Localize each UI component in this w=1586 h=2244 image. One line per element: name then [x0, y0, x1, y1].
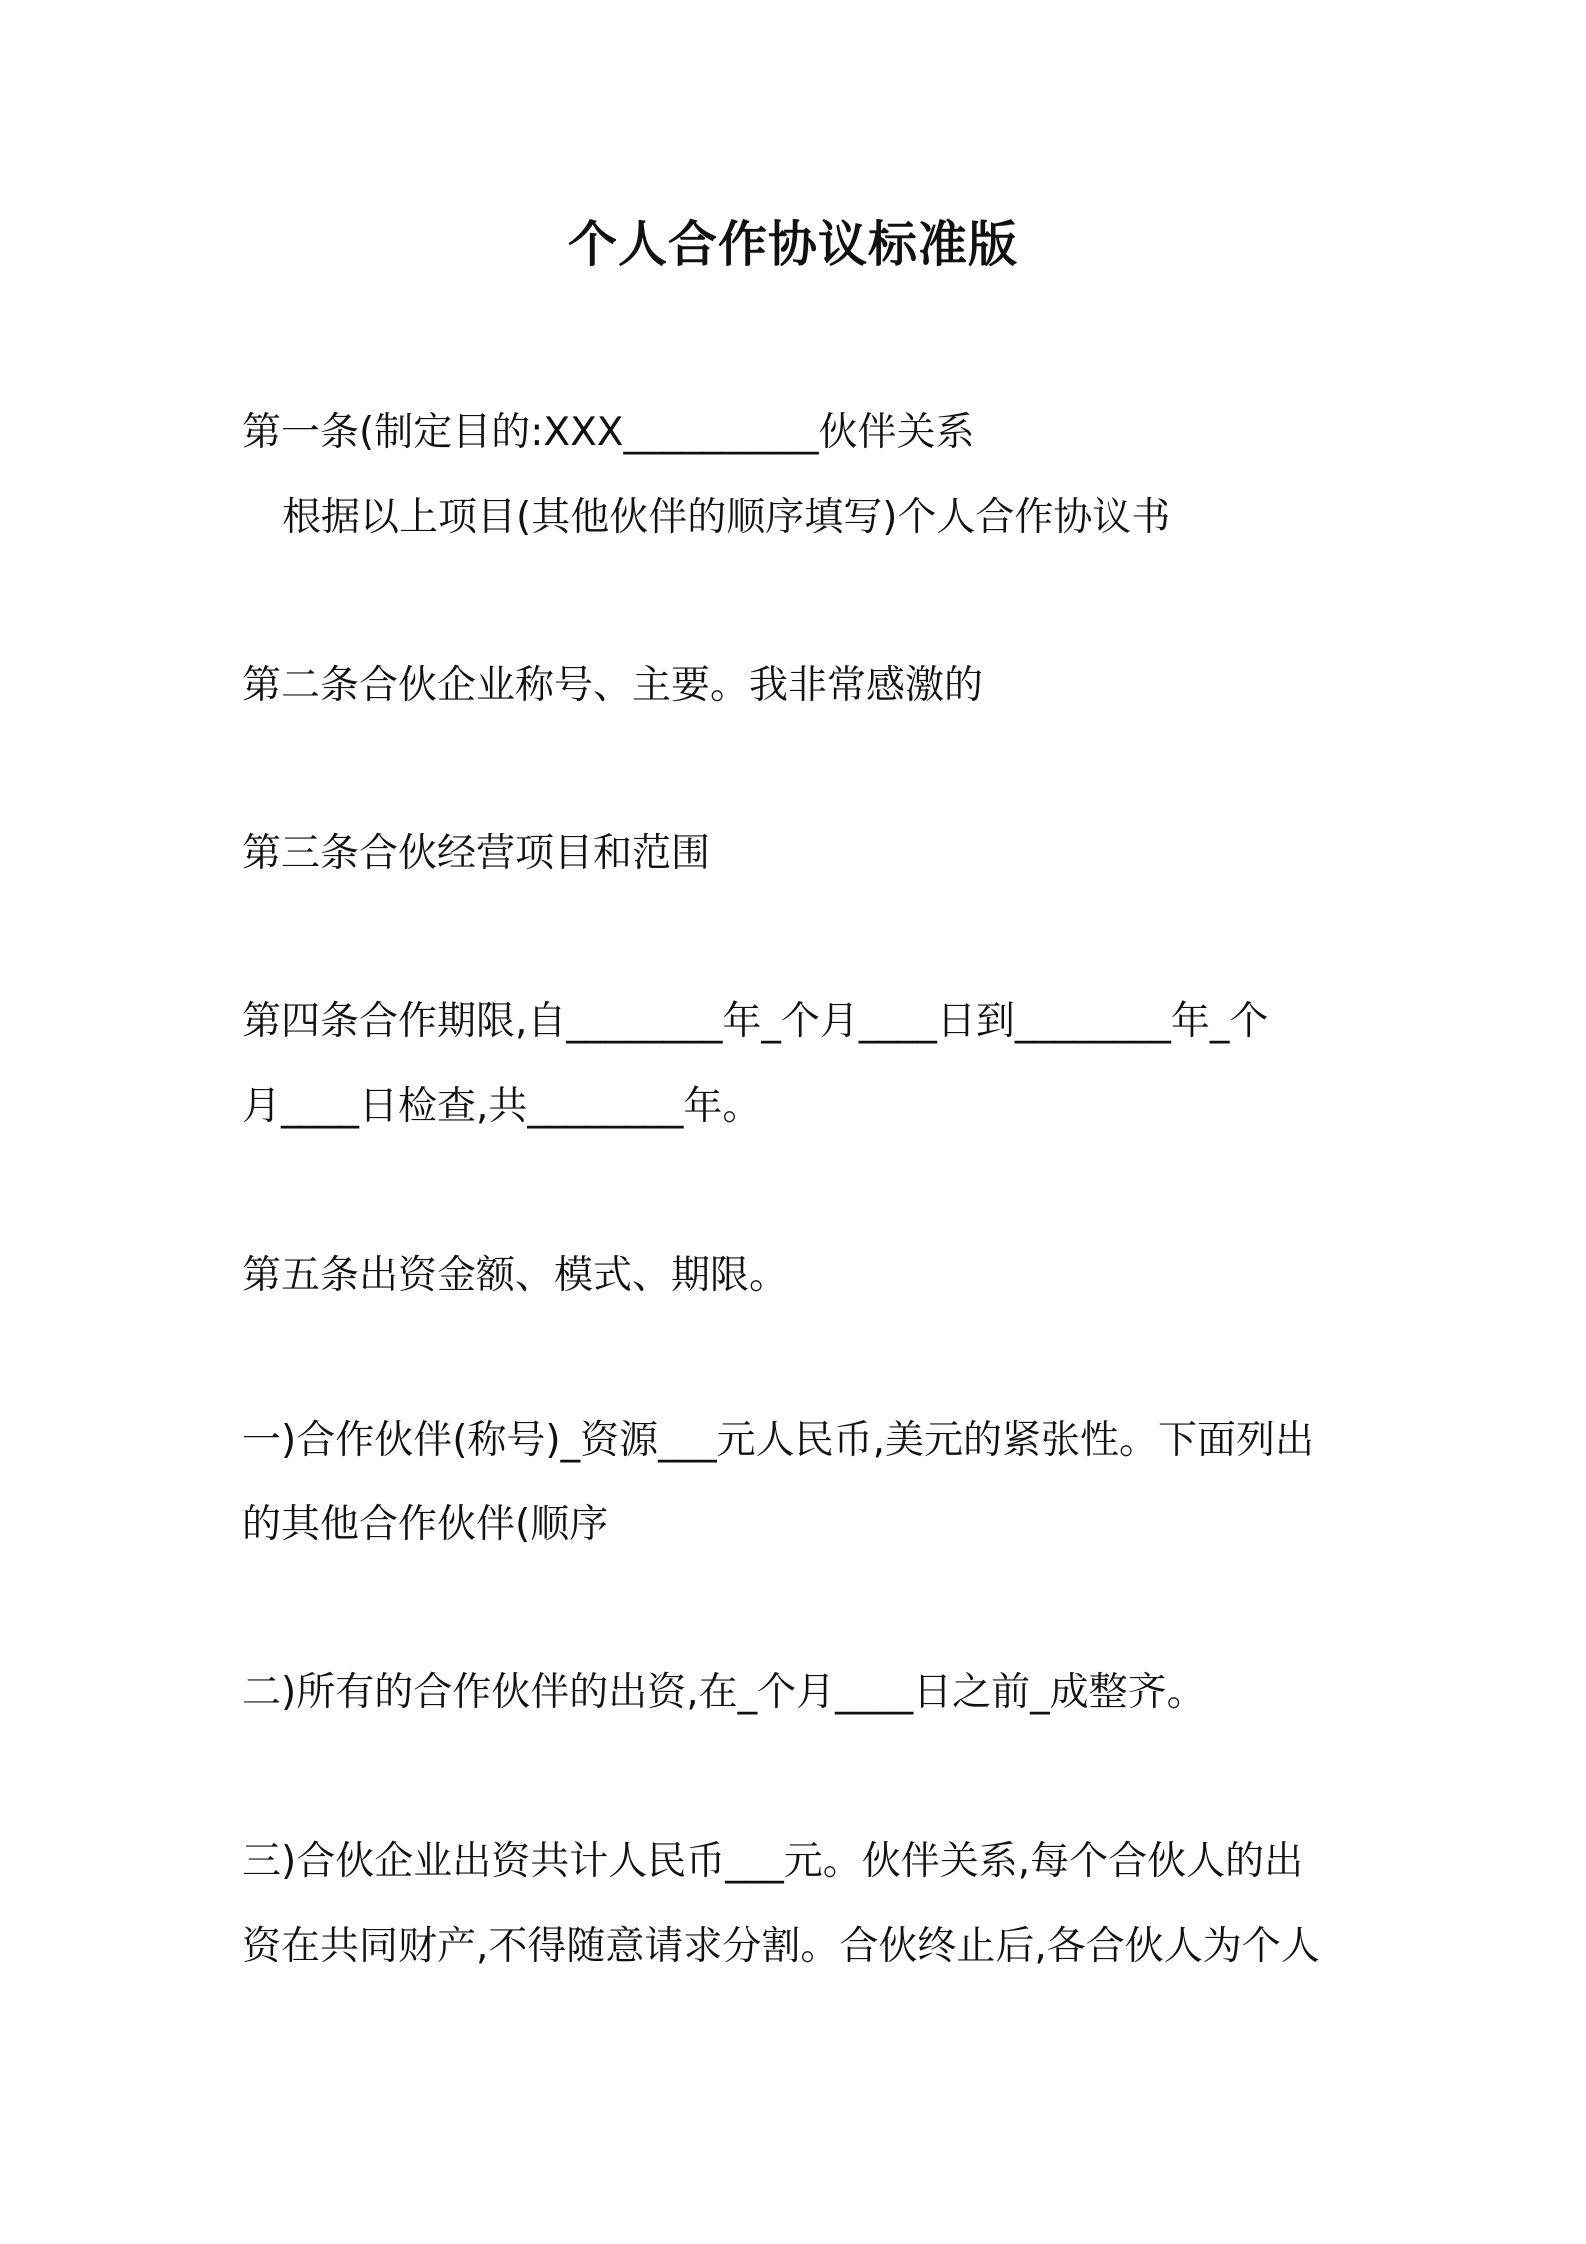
clause-1-line-1: 一)合作伙伴(称号)_资源___元人民币,美元的紧张性。下面列出 [242, 1418, 1315, 1463]
clause-3-line-2: 资在共同财产,不得随意请求分割。合伙终止后,各合伙人为个人 [242, 1924, 1320, 1969]
clause-2-line: 二)所有的合作伙伴的出资,在_个月____日之前_成整齐。 [242, 1670, 1206, 1715]
article-5-line: 第五条出资金额、模式、期限。 [242, 1253, 789, 1298]
article-1-note-line: 根据以上项目(其他伙伴的顺序填写)个人合作协议书 [282, 495, 1171, 540]
clause-3-line-1: 三)合伙企业出资共计人民币___元。伙伴关系,每个合伙人的出 [242, 1839, 1304, 1884]
article-2-line: 第二条合伙企业称号、主要。我非常感激的 [242, 663, 984, 708]
clause-1-line-2: 的其他合作伙伴(顺序 [242, 1502, 609, 1547]
article-1-line: 第一条(制定目的:XXX__________伙伴关系 [242, 410, 975, 455]
article-4-line-1: 第四条合作期限,自________年_个月____日到________年_个 [242, 999, 1269, 1044]
article-3-line: 第三条合伙经营项目和范围 [242, 831, 711, 876]
article-4-line-2: 月____日检查,共________年。 [242, 1084, 762, 1129]
document-title: 个人合作协议标准版 [567, 216, 1018, 273]
